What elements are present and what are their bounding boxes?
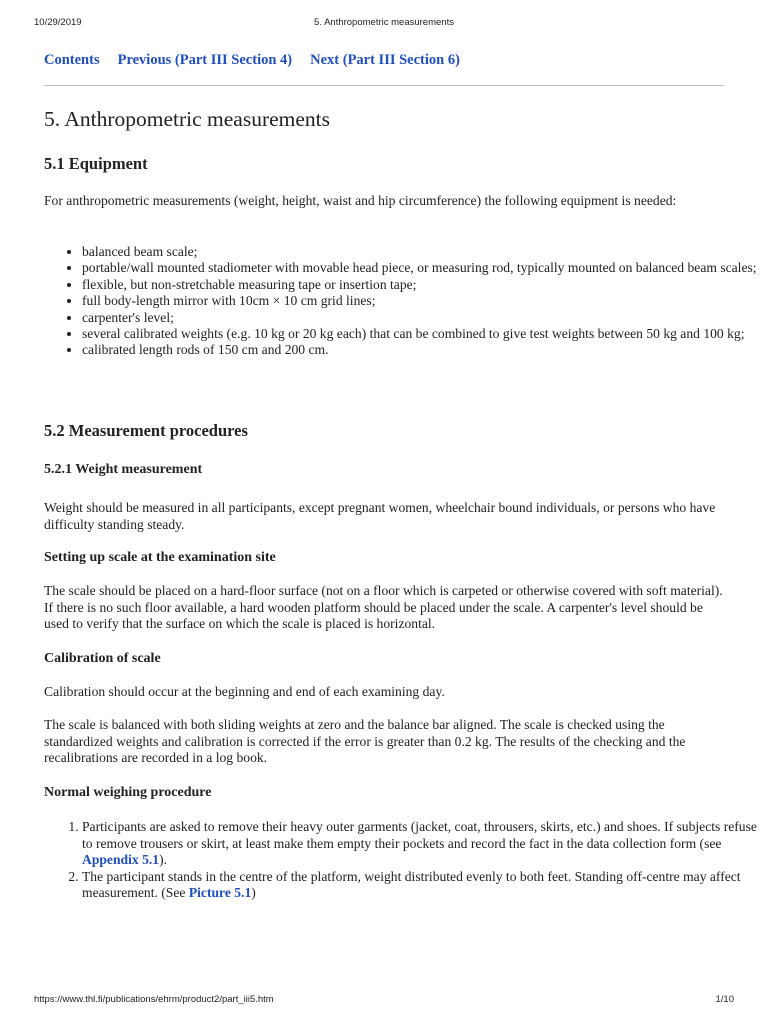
previous-section-link[interactable]: Previous (Part III Section 4) [117,52,293,68]
weight-paragraph: Weight should be measured in all participants, except pregnant women, wheelchair bound individuals, or persons who have difficulty standing steady. [44,500,716,532]
print-date: 10/29/2019 [34,17,82,28]
contents-link[interactable]: Contents [44,52,100,68]
list-item: • full body-length mirror with 10cm × 10 cm grid lines; [82,293,762,309]
step-text-end: ). [159,852,167,867]
step-text-end: ) [251,885,256,900]
equipment-list [44,244,762,359]
list-item: • balanced beam scale; [82,244,762,260]
page-content [44,52,757,900]
step-text: The participant stands in the centre of the platform, weight distributed evenly to both feet. Standing off-centre may affect measurement. (See [82,868,741,900]
print-url: https://www.thl.fi/publications/ehrm/product2/part_iii5.htm [34,994,274,1005]
equipment-intro: For anthropometric measurements (weight, height, waist and hip circumference) the following equipment is needed: [44,193,677,208]
list-item: • portable/wall mounted stadiometer with movable head piece, or measuring rod, typically mounted on balanced beam scales; [82,260,762,276]
print-title: 5. Anthropometric measurements [314,17,454,28]
picture-link[interactable]: Picture 5.1 [188,885,252,900]
page-number: 1/10 [715,994,734,1005]
list-item: • calibrated length rods of 150 cm and 200 cm. [82,342,762,358]
section-heading-procedures: 5.2 Measurement procedures [44,421,248,440]
list-item: • flexible, but non-stretchable measuring tape or insertion tape; [82,277,762,293]
step-text: Participants are asked to remove their heavy outer garments (jacket, coat, throusers, skirts, etc.) and shoes. If subjects refuse to remove trousers or skirt, at least make them empty their pockets and record the fact in the data collection form (see [82,819,757,851]
setup-heading: Setting up scale at the examination site [44,550,276,565]
list-item: • several calibrated weights (e.g. 10 kg or 20 kg each) that can be combined to give test weights between 50 kg and 100 kg; [82,326,762,342]
list-item [82,819,762,869]
calibration-paragraph-1: Calibration should occur at the beginning and end of each examining day. [44,684,445,699]
list-item: • carpenter's level; [82,310,762,326]
section-heading-equipment: 5.1 Equipment [44,154,148,173]
weighing-steps [44,819,762,902]
calibration-paragraph-2: The scale is balanced with both sliding weights at zero and the balance bar aligned. The scale is checked using the standardized weights and calibration is corrected if the error is greater than 0.2 kg. The results of the checking and the recalibrations are recorded in a log book. [44,717,686,765]
calibration-heading: Calibration of scale [44,651,161,666]
page-title: 5. Anthropometric measurements [44,107,330,131]
top-navigation [44,52,724,69]
appendix-link[interactable]: Appendix 5.1 [82,852,160,867]
next-section-link[interactable]: Next (Part III Section 6) [310,52,460,68]
subsection-heading-weight: 5.2.1 Weight measurement [44,462,203,477]
normal-weighing-heading: Normal weighing procedure [44,785,212,800]
list-item [82,869,762,902]
setup-paragraph: The scale should be placed on a hard-floor surface (not on a floor which is carpeted or otherwise covered with soft material). If there is no such floor available, a hard wooden platform should be placed under the scale. A carpenter's level should be used to verify that the surface on which the scale is placed is horizontal. [44,583,723,631]
divider [44,85,724,86]
